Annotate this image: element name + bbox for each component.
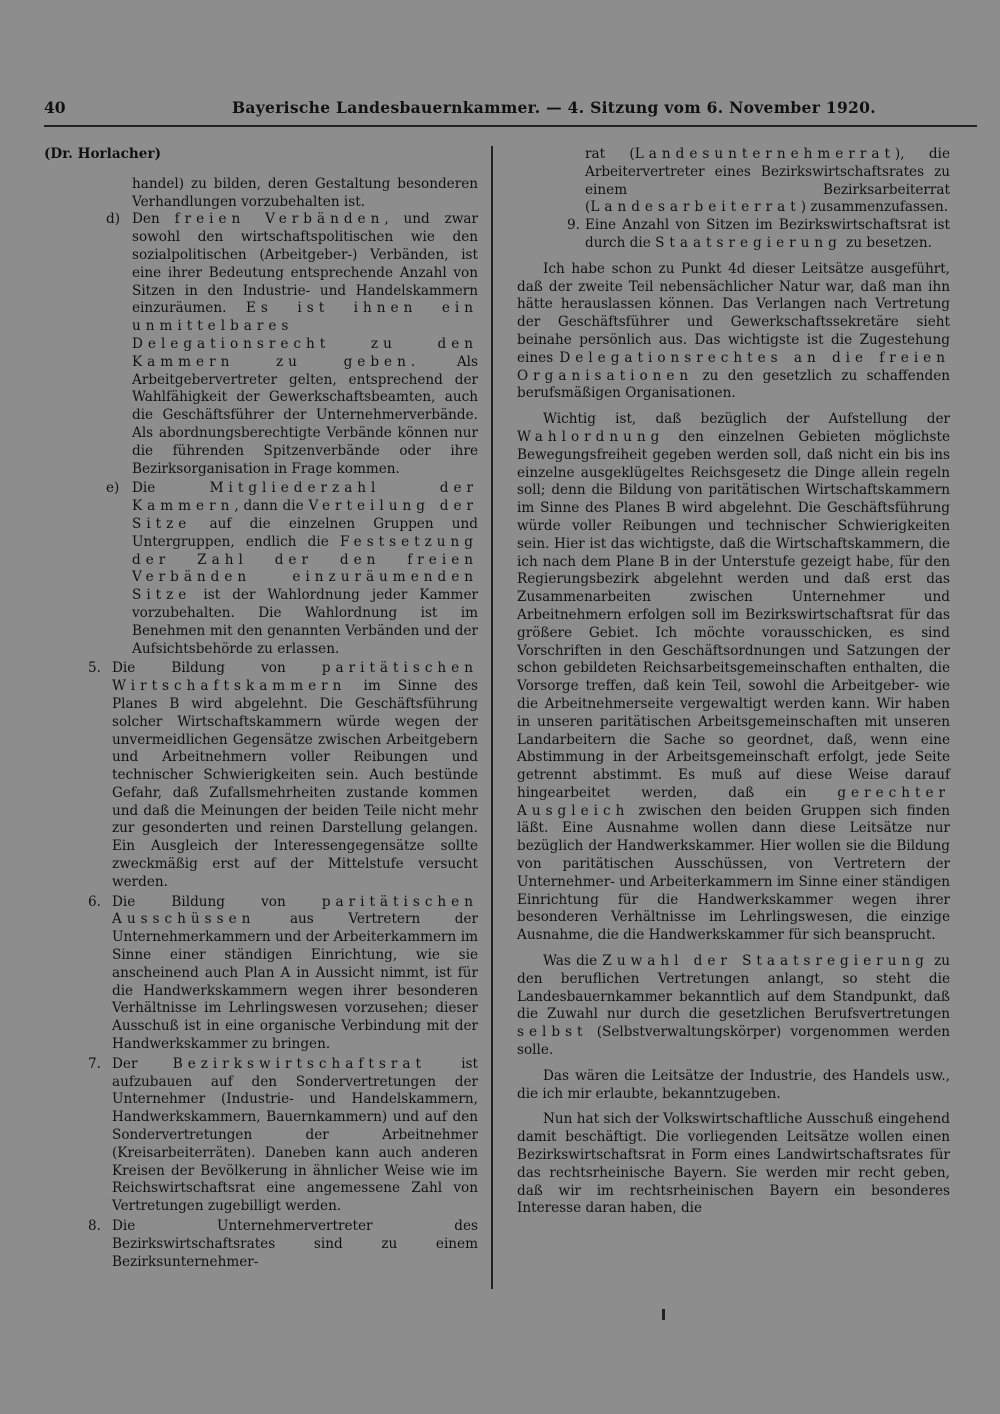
item-text: ), die Arbeitervertreter eines Bezirkswirtschaftsrates zu einem Bezirksarbeiterrat (	[585, 146, 950, 216]
paragraph-text: den einzelnen Gebieten möglichste Bewegungsfreiheit gegeben werden soll, daß nicht ein bis ins einzelne ausgeklügeltes Reichsgesetz die Dinge allein regeln soll; denn die Bildung von paritätischen Wirtschaftskammern im Sinne des Planes B wird abgelehnt. Die Geschäftsführung würde voller Reibungen und technischer Schwierigkeiten sein. Hier ist das wichtigste, daß die Wirtschaftskammern, die ich nach dem Plane B in der Unterstufe gezeigt habe, für den Regierungsbezirk abgelehnt werden und daß erst das Zusammenarbeiten zwischen Unternehmer und Arbeitnehmern erfolgen soll im Bezirkswirtschaftsrat für das größere Gebiet. Ich möchte vorausschicken, es sind Vorschriften in den Geschäftsordnungen und Satzungen der schon gebildeten Reichsarbeitsgemeinschaften enthalten, die Vorsorge treffen, daß kein Teil, sowohl die Arbeitgeber- wie die Arbeitnehmerseite vergewaltigt werden kann. Wir haben in unseren paritätischen Arbeitsgemeinschaften mit unseren Landarbeitern die Sache so geordnet, daß, wenn eine Abstimmung in der Arbeitsgemeinschaft erfolgt, jede Seite getrennt abstimmt. Es muß auf diese Weise darauf hingearbeitet werden, daß ein	[517, 428, 950, 801]
list-item-5	[44, 660, 478, 891]
item-text: Als Arbeitgebervertreter gelten, entsprechend der Wahlfähigkeit der Gewerkschaftsbeamten, auch die Geschäftsführer der Unternehmerverbände. Als abordnungsberechtigte Verbände können nur die führenden Spitzenverbände oder ihre Bezirksorganisation in Frage kommen.	[132, 353, 479, 477]
spaced-emphasis: Landesunternehmerrat	[634, 146, 895, 162]
list-item-e	[44, 480, 478, 658]
item-label: 8.	[88, 1218, 101, 1235]
spaced-emphasis: Delegationsrechtes an die freien Organisationen	[517, 349, 950, 384]
item-text: auf die einzelnen Gruppen und Untergruppen, endlich die	[132, 515, 478, 550]
list-item-7	[44, 1056, 478, 1216]
paragraph: Das wären die Leitsätze der Industrie, des Handels usw., die ich mir erlaubte, bekanntzugeben.	[517, 1067, 950, 1102]
page-number: 40	[44, 98, 66, 117]
item-text: Die Unternehmervertreter des Bezirkswirtschaftsrates sind zu einem Bezirksunternehmer-	[112, 1218, 478, 1270]
item-text: , dann die	[234, 498, 309, 515]
item-label: e)	[106, 480, 120, 497]
paragraph-text: zwischen den beiden Gruppen sich finden läßt. Eine Ausnahme wollen dann diese Leitsätze nur bezüglich der Handwerkskammer. Hier wollen sie die Bildung von paritätischen Ausschüssen, von Vertretern der Unternehmer- und Arbeiterkammern im Sinne einer ständigen Einrichtung für die Handwerkskammer wegen ihrer besonderen Verhältnisse im Lehrlingswesen, die einzige Ausnahme, die die Handwerkskammer für sich beansprucht.	[517, 802, 950, 944]
item-text: ist aufzubauen auf den Sondervertretungen der Unternehmer (Industrie- und Handelskammern, Handwerkskammern, Bauernkammern) und auf den Sondervertretungen der Arbeitnehmer (Kreisarbeiterräten). Daneben kann auch anderen Kreisen der Bevölkerung in ähnlicher Weise wie im Reichswirtschaftsrat eine angemessene Zahl von Vertretungen zugebilligt werden.	[112, 1055, 478, 1215]
spaced-emphasis: gerechter Ausgleich	[517, 784, 950, 819]
spaced-emphasis: Verteilung der Sitze	[132, 498, 478, 532]
spaced-emphasis: paritätischen Ausschüssen	[112, 893, 478, 928]
spaced-emphasis: Staatsregierung	[655, 234, 842, 251]
paragraph	[517, 411, 950, 945]
paragraph-text: zu den gesetzlich zu schaffenden berufsmäßigen Organisationen.	[517, 367, 950, 402]
item-text: ist der Wahlordnung jeder Kammer vorzubehalten. Die Wahlordnung ist im Benehmen mit den genannten Verbänden und der Aufsichtsbehörde zu erlassen.	[132, 587, 478, 657]
spaced-emphasis: Landesarbeiterrat	[590, 199, 801, 216]
spaced-emphasis: Festsetzung der Zahl der den freien Verbänden einzuräumenden Sitze	[132, 533, 478, 604]
spaced-emphasis: Wahlordnung	[517, 428, 665, 445]
item-8-continued	[517, 146, 950, 217]
paragraph-text: (Selbstverwaltungskörper) vorgenommen werden solle.	[517, 1024, 950, 1059]
right-column	[517, 146, 950, 1226]
item-text: Den	[132, 211, 175, 228]
item-text: Eine Anzahl von Sitzen im Bezirkswirtschaftsrat ist durch die	[585, 217, 950, 251]
spaced-emphasis: selbst	[517, 1024, 588, 1041]
item-text: rat (	[585, 146, 635, 162]
item-label: 7.	[88, 1055, 101, 1072]
item-text: Die Bildung von	[112, 660, 322, 677]
spaced-emphasis: paritätischen Wirtschaftskammern	[112, 660, 478, 695]
paragraph	[517, 261, 950, 403]
list-item-6	[44, 894, 478, 1054]
item-label: 6.	[88, 893, 101, 910]
list-item-9	[517, 217, 950, 253]
list-item-d	[44, 211, 478, 478]
spaced-emphasis: freien Verbänden	[174, 211, 385, 228]
item-text: ) zusammenzufassen.	[800, 199, 949, 216]
running-head: Bayerische Landesbauernkammer. — 4. Sitzung vom 6. November 1920.	[232, 98, 876, 117]
item-text: Die Bildung von	[112, 893, 322, 910]
left-column	[44, 146, 478, 1273]
page-mark	[662, 1309, 665, 1320]
item-text: zu besetzen.	[841, 234, 932, 251]
item-text: Der	[112, 1055, 173, 1072]
speaker-name: (Dr. Horlacher)	[44, 146, 162, 162]
item-text: aus Vertretern der Unternehmerkammern und der Arbeiterkammern im Sinne einer ständigen Einrichtung, wie sie anscheinend auch Plan A in Aussicht nimmt, ist für die Handwerkskammern wegen ihrer besonderen Verhältnisse im Lehrlingswesen vorzusehen; dieser Ausschuß ist in eine organische Verbindung mit der Handwerkskammer zu bringen.	[112, 911, 478, 1053]
paragraph-text: Was die	[543, 953, 603, 970]
item-text: im Sinne des Planes B wird abgelehnt. Die Geschäftsführung solcher Wirtschaftskammern würde wegen der unvermeidlichen Gegensätze zwischen Arbeitgebern und Arbeitnehmern voller Reibungen und technischer Schwierigkeiten sein. Auch bestünde Gefahr, daß Zufallsmehrheiten zustande kommen und daß die Meinungen der beiden Teile nicht mehr zur gesonderten und reinen Darstellung gelangen. Ein Ausgleich der Interessengegensätze sollte zweckmäßig erst auf der Mittelstufe versucht werden.	[112, 678, 478, 890]
item-label: d)	[106, 211, 121, 228]
paragraph-text: zu den beruflichen Vertretungen anlangt, so steht die Landesbauernkammer bekanntlich auf dem Standpunkt, daß die Zuwahl nur durch die gesetzlichen Berufsvertretungen	[517, 953, 951, 1023]
spaced-emphasis: Mitgliederzahl der Kammern	[132, 480, 478, 515]
paragraph-text: Wichtig ist, daß bezüglich der Aufstellung der	[543, 411, 950, 428]
item-label: 9.	[567, 217, 580, 234]
continued-text: handel) zu bilden, deren Gestaltung besonderen Verhandlungen vorzubehalten ist.	[132, 175, 478, 210]
list-item-8	[44, 1218, 478, 1271]
header-rule	[44, 125, 977, 127]
spaced-emphasis: Bezirkswirtschaftsrat	[172, 1055, 426, 1072]
spaced-emphasis: Es ist ihnen ein unmittelbares Delegationsrecht zu den Kammern zu geben.	[132, 300, 478, 370]
spaced-emphasis: Zuwahl der Staatsregierung	[602, 953, 929, 970]
column-divider	[491, 146, 493, 1289]
page-header	[44, 98, 964, 124]
item-text: , und zwar sowohl den wirtschaftspolitischen wie den sozialpolitischen (Arbeitgeber-) Verbänden, ist eine ihrer Bedeutung entsprechende Anzahl von Sitzen in den Industrie- und Handelskammern einzuräumen.	[132, 211, 479, 317]
paragraph-text: Ich habe schon zu Punkt 4d dieser Leitsätze ausgeführt, daß der zweite Teil nebensächlicher Natur war, daß man ihn hätte herauslassen können. Das Verlangen nach Vertretung der Geschäftsführer und Gewerkschaftssekretäre sieht beinahe persönlich aus. Das wichtigste ist die Zugestehung eines	[517, 260, 950, 366]
item-text: Die	[132, 480, 210, 497]
item-label: 5.	[88, 660, 101, 677]
paragraph	[517, 953, 950, 1060]
paragraph: Nun hat sich der Volkswirtschaftliche Ausschuß eingehend damit beschäftigt. Die vorliegenden Leitsätze wollen einen Bezirkswirtschaftsrat in Form eines Landwirtschaftsrates für das rechtsrheinische Bayern. Sie werden mir recht geben, daß wir im rechtsrheinischen Bayern ein besonderes Interesse daran haben, die	[517, 1111, 950, 1217]
